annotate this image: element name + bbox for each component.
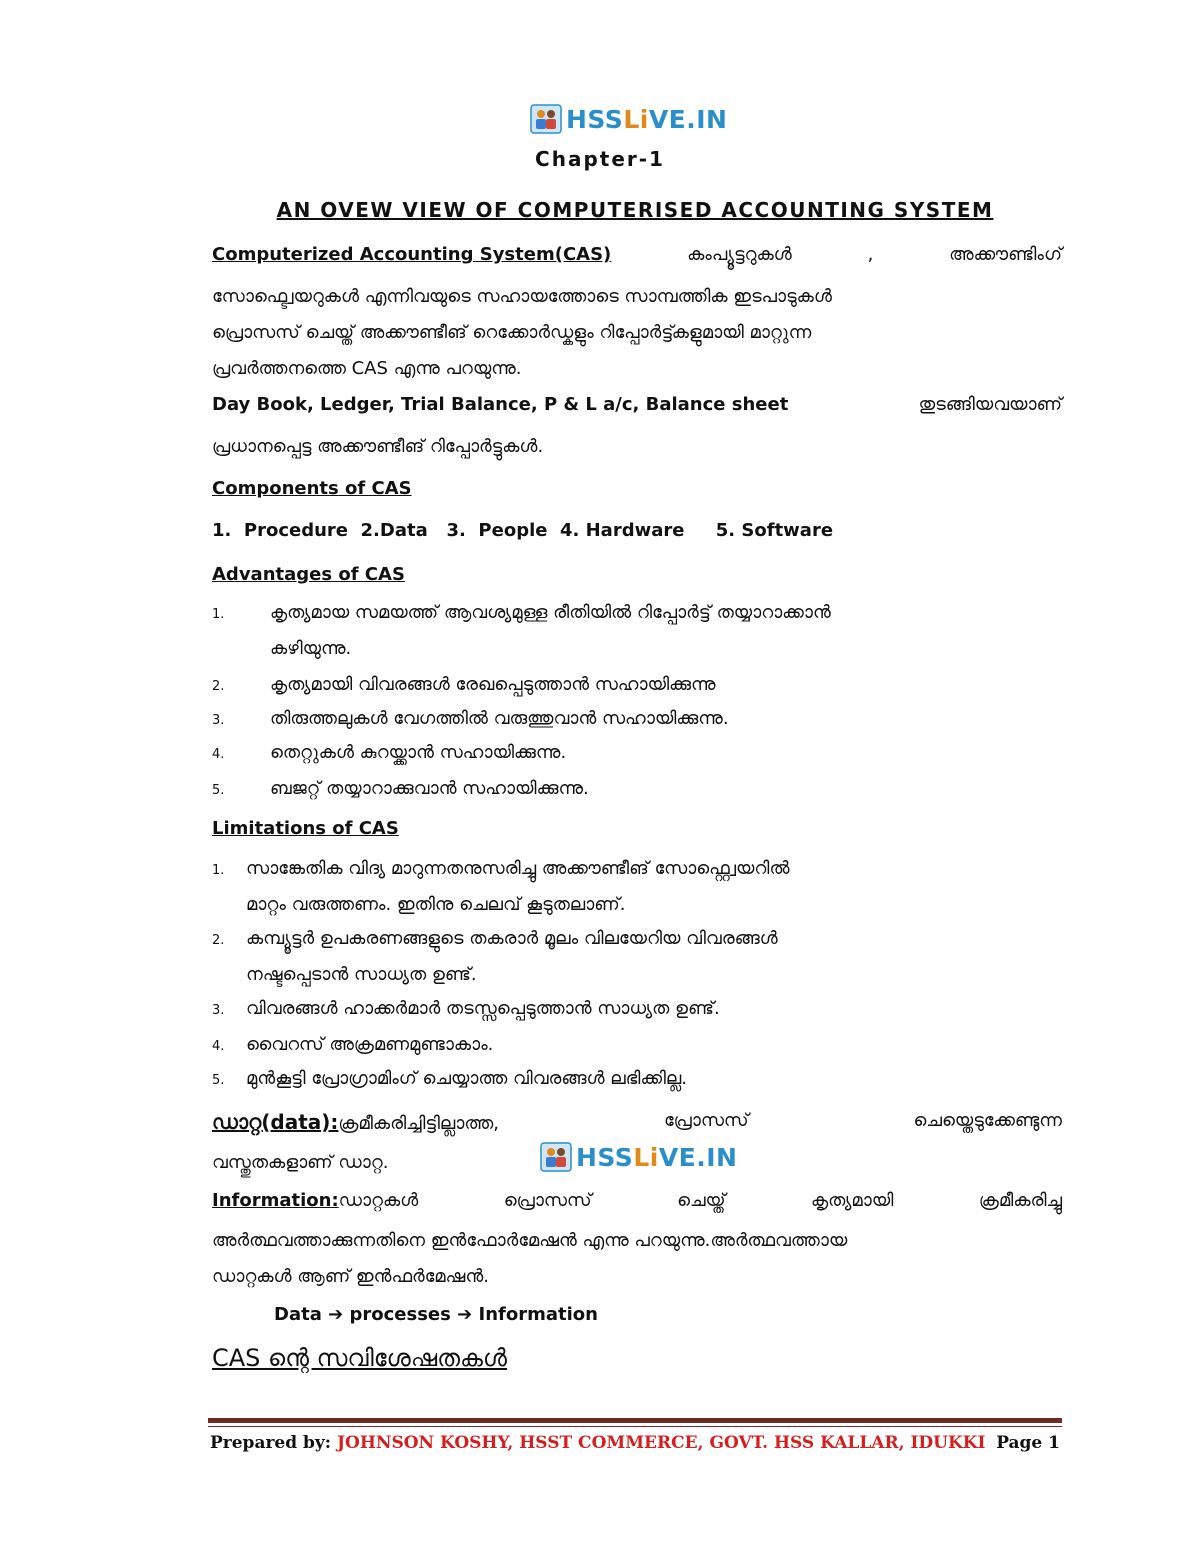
footer-credit	[210, 1433, 985, 1453]
reports-line-2: പ്രധാനപ്പെട്ട അക്കൗണ്ടീങ് റിപ്പോർട്ടുകൾ.	[212, 436, 544, 457]
logo-people-icon	[530, 104, 562, 134]
arrow-right-icon: ➔	[457, 1304, 473, 1325]
limitation-item	[212, 928, 778, 949]
item-number: 1.	[212, 607, 225, 622]
info-def-text: കൃത്യമായി	[811, 1190, 894, 1211]
item-text: തിരുത്തലുകൾ വേഗത്തിൽ വരുത്തുവാൻ സഹായിക്കുന്നു.	[270, 708, 729, 729]
item-text: തെറ്റുകൾ കുറയ്ക്കാൻ സഹായിക്കുന്നു.	[270, 742, 567, 763]
site-logo	[530, 104, 727, 134]
item-text: കമ്പ്യൂട്ടർ ഉപകരണങ്ങളുടെ തകരാർ മൂലം വിലയേറിയ വിവരങ്ങൾ	[246, 928, 778, 949]
reports-suffix: തുടങ്ങിയവയാണ്	[918, 394, 1062, 415]
advantage-item	[212, 674, 716, 695]
limitation-item-cont: മാറ്റം വരുത്തണം. ഇതിനു ചെലവ് കൂടുതലാണ്.	[246, 894, 626, 915]
item-number: 3.	[212, 713, 225, 728]
advantage-item	[212, 778, 589, 799]
prepared-label: Prepared by:	[210, 1433, 332, 1453]
flow-data: Data	[274, 1304, 322, 1325]
footer-divider-thin	[208, 1426, 1062, 1427]
advantage-item-cont: കഴിയുന്നു.	[270, 638, 352, 659]
data-def-text: ചെയ്തെടുക്കേണ്ടുന്ന	[913, 1110, 1062, 1131]
reports-line	[212, 394, 1062, 415]
data-definition-line-2: വസ്തുതകളാണ് ഡാറ്റ.	[212, 1152, 389, 1173]
intro-line-2: സോഫ്ട്വെയറുകൾ എന്നിവയുടെ സഹായത്തോടെ സാമ്പത്തിക ഇടപാടുകൾ	[212, 286, 832, 307]
info-definition-line-1	[212, 1190, 1062, 1211]
information-term: Information:	[212, 1190, 339, 1211]
info-def-text: ക്രമീകരിച്ചു	[978, 1190, 1062, 1211]
item-text: മുൻകൂട്ടി പ്രോഗ്രാമിംഗ് ചെയ്യാത്ത വിവരങ്ങൾ ലഭിക്കില്ല.	[246, 1068, 687, 1089]
limitations-heading: Limitations of CAS	[212, 818, 399, 839]
intro-line-1	[212, 244, 1062, 265]
page-title: AN OVEW VIEW OF COMPUTERISED ACCOUNTING SYSTEM	[276, 198, 994, 222]
chapter-label: Chapter-1	[535, 147, 665, 171]
limitation-item	[212, 1068, 687, 1089]
item-text: വൈറസ് അക്രമണമുണ്ടാകാം.	[246, 1034, 494, 1055]
advantage-item	[212, 742, 566, 763]
data-flow	[274, 1304, 598, 1325]
limitation-item-cont: നഷ്ടപ്പെടാൻ സാധ്യത ഉണ്ട്.	[246, 964, 477, 985]
components-list: 1. Procedure 2.Data 3. People 4. Hardware 5. Software	[212, 520, 834, 541]
components-heading: Components of CAS	[212, 478, 412, 499]
item-number: 2.	[212, 679, 225, 694]
features-heading: CAS ന്റെ സവിശേഷതകൾ	[212, 1344, 508, 1372]
data-def-text: ക്രമീകരിച്ചിട്ടില്ലാത്ത,	[338, 1113, 499, 1134]
page-footer	[210, 1433, 1060, 1453]
watermark-logo	[540, 1142, 737, 1172]
advantages-heading: Advantages of CAS	[212, 564, 405, 585]
intro-comma: ,	[867, 244, 874, 265]
data-term: ഡാറ്റ(data):	[212, 1110, 339, 1134]
reports-list: Day Book, Ledger, Trial Balance, P & L a/c, Balance sheet	[212, 394, 789, 415]
data-def-lead	[212, 1110, 499, 1134]
data-definition-line-1	[212, 1110, 1062, 1134]
item-number: 3.	[212, 1003, 225, 1018]
intro-line-3: പ്രൊസസ് ചെയ്ത് അക്കൗണ്ടീങ് റെക്കോർഡ്കളും റിപ്പോർട്ട്കളുമായി മാറ്റുന്ന	[212, 322, 812, 343]
item-text: കൃത്യമായി വിവരങ്ങൾ രേഖപ്പെടുത്താൻ സഹായിക്കുന്നു	[270, 674, 716, 695]
page-number: Page 1	[996, 1433, 1060, 1453]
item-number: 5.	[212, 1073, 225, 1088]
item-text: വിവരങ്ങൾ ഹാക്കർമാർ തടസ്സപ്പെടുത്താൻ സാധ്യത ഉണ്ട്.	[246, 998, 720, 1019]
item-number: 5.	[212, 783, 225, 798]
author-name: JOHNSON KOSHY, HSST COMMERCE, GOVT. HSS KALLAR, IDUKKI	[337, 1433, 986, 1453]
item-number: 2.	[212, 933, 225, 948]
info-def-text: ചെയ്ത്	[677, 1190, 726, 1211]
advantage-item	[212, 708, 729, 729]
advantage-item	[212, 602, 831, 623]
info-def-lead	[212, 1190, 418, 1211]
item-text: സാങ്കേതിക വിദ്യ മാറുന്നതനുസരിച്ചു അക്കൗണ്ടീങ് സോഫ്റ്റ്വെയറിൽ	[246, 858, 790, 879]
cas-term: Computerized Accounting System(CAS)	[212, 244, 612, 265]
arrow-right-icon: ➔	[328, 1304, 344, 1325]
data-def-text: പ്രോസസ്	[663, 1110, 749, 1131]
item-number: 4.	[212, 747, 225, 762]
logo-text: HSSLiVE.IN	[576, 1142, 738, 1172]
footer-divider	[208, 1418, 1062, 1423]
info-definition-line-3: ഡാറ്റകൾ ആണ് ഇൻഫർമേഷൻ.	[212, 1266, 489, 1287]
flow-information: Information	[478, 1304, 598, 1325]
logo-text: HSSLiVE.IN	[566, 104, 728, 134]
item-number: 1.	[212, 863, 225, 878]
item-text: കൃത്യമായ സമയത്ത് ആവശ്യമുള്ള രീതിയിൽ റിപ്പോർട്ട് തയ്യാറാക്കാൻ	[270, 602, 831, 623]
item-number: 4.	[212, 1039, 225, 1054]
logo-people-icon	[540, 1142, 572, 1172]
limitation-item	[212, 858, 790, 879]
info-def-text: പ്രൊസസ്	[503, 1190, 592, 1211]
limitation-item	[212, 998, 720, 1019]
info-definition-line-2: അർത്ഥവത്താക്കുന്നതിനെ ഇൻഫോർമേഷൻ എന്നു പറയുന്നു.അർത്ഥവത്തായ	[212, 1230, 848, 1251]
intro-word: അക്കൗണ്ടിംഗ്	[949, 244, 1062, 265]
intro-word: കംപ്യൂട്ടറുകൾ	[687, 244, 792, 265]
flow-processes: processes	[349, 1304, 451, 1325]
info-def-text: ഡാറ്റകൾ	[338, 1190, 419, 1211]
intro-line-4: പ്രവർത്തനത്തെ CAS എന്നു പറയുന്നു.	[212, 358, 522, 379]
limitation-item	[212, 1034, 493, 1055]
item-text: ബജറ്റ് തയ്യാറാക്കുവാൻ സഹായിക്കുന്നു.	[270, 778, 589, 799]
